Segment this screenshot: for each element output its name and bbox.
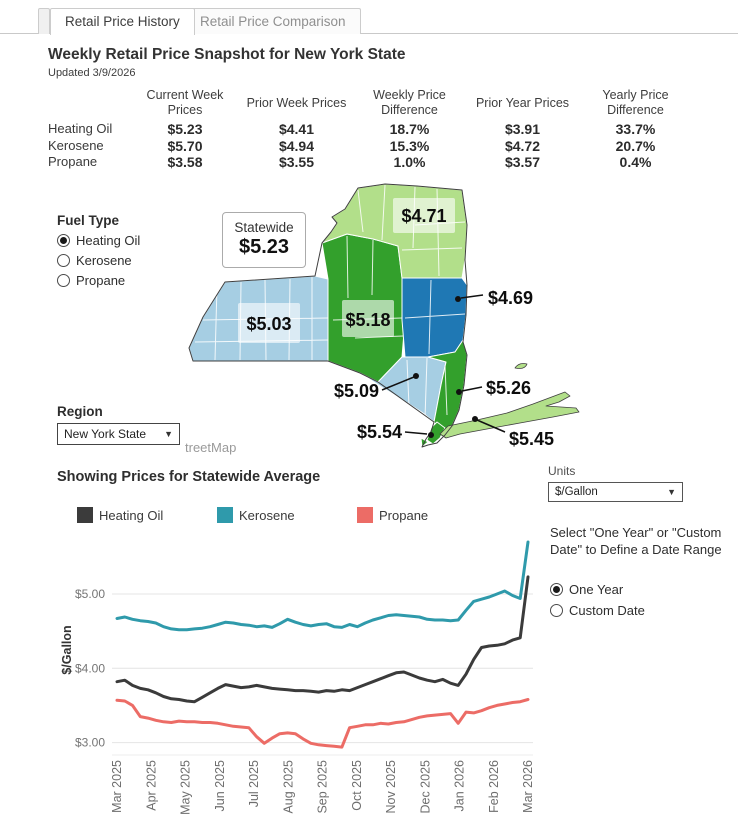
tab-retail-price-comparison[interactable]: Retail Price Comparison	[185, 8, 361, 34]
units-label: Units	[548, 464, 576, 478]
x-tick-label: Jun 2025	[212, 760, 227, 812]
units-control	[548, 464, 683, 502]
cell-value: $5.70	[167, 137, 203, 154]
ny-state-map	[115, 170, 590, 465]
col-header-yearly-diff: Yearly Price Difference	[602, 88, 669, 117]
cell-value: 20.7%	[615, 137, 656, 154]
radio-label: Custom Date	[569, 603, 645, 618]
legend-item-propane[interactable]	[357, 507, 428, 523]
radio-selected-icon	[550, 583, 563, 596]
legend-item-heating-oil[interactable]	[77, 507, 163, 523]
row-label-kerosene: Kerosene	[48, 137, 104, 153]
radio-unselected-icon	[57, 254, 70, 267]
cell-value: 33.7%	[615, 121, 656, 137]
fuel-type-label: Fuel Type	[57, 213, 120, 228]
map-attribution: treetMap	[185, 440, 237, 455]
radio-heating-oil[interactable]	[57, 233, 140, 248]
cell-value: $3.58	[167, 154, 203, 170]
y-axis-label: $/Gallon	[60, 625, 74, 675]
fuel-type-control	[57, 213, 140, 288]
x-tick-label: Nov 2025	[384, 760, 398, 814]
y-tick-label: $4.00	[74, 661, 105, 676]
cell-value: $3.57	[504, 154, 541, 170]
x-tick-label: Aug 2025	[281, 760, 296, 814]
statewide-price-card	[222, 212, 306, 268]
radio-unselected-icon	[550, 604, 563, 617]
legend-swatch-propane	[357, 507, 373, 523]
page-title: Weekly Retail Price Snapshot for New York State	[48, 46, 406, 63]
series-line-propane	[117, 700, 528, 748]
col-header-prior-year: Prior Year Prices	[475, 95, 570, 110]
tab-retail-price-history[interactable]: Retail Price History	[50, 8, 195, 35]
tab-bar	[0, 0, 738, 34]
region-label: Region	[57, 404, 103, 419]
updated-date: Updated 3/9/2026	[48, 67, 136, 79]
units-select[interactable]	[548, 482, 683, 502]
region-select-value: New York State	[64, 427, 147, 441]
map-label-southern-tier: $5.09	[333, 381, 379, 401]
map-label-west: $5.03	[246, 314, 292, 334]
col-header-prior-week: Prior Week Prices	[246, 95, 347, 110]
radio-kerosene[interactable]	[57, 253, 140, 268]
y-tick-label: $5.00	[74, 587, 105, 601]
date-range-instruction: Select "One Year" or "Custom Date" to Define a Date Range	[550, 525, 722, 557]
x-tick-label: Jul 2025	[247, 760, 261, 808]
chart-title: Showing Prices for Statewide Average	[57, 469, 321, 485]
legend-label: Kerosene	[239, 507, 295, 523]
chart-legend	[77, 507, 497, 525]
series-line-heating-oil	[117, 577, 528, 702]
radio-selected-icon	[57, 234, 70, 247]
x-tick-label: Dec 2025	[418, 760, 433, 814]
units-select-value: $/Gallon	[555, 486, 598, 498]
radio-label: Kerosene	[76, 253, 132, 268]
radio-label: Heating Oil	[76, 233, 141, 248]
map-label-central: $5.18	[345, 310, 391, 330]
x-tick-label: Apr 2025	[144, 760, 159, 811]
tab-stub[interactable]	[38, 8, 50, 34]
cell-value: 15.3%	[389, 137, 430, 154]
chevron-down-icon: ▼	[164, 429, 173, 439]
chevron-down-icon: ▼	[667, 487, 676, 497]
cell-value: 18.7%	[389, 121, 430, 137]
series-line-kerosene	[117, 542, 528, 630]
x-tick-label: Feb 2026	[486, 760, 501, 813]
legend-item-kerosene[interactable]	[217, 507, 295, 523]
cell-value: $3.55	[278, 154, 315, 170]
radio-label: One Year	[569, 582, 624, 597]
cell-value: $3.91	[504, 121, 541, 137]
cell-value: 0.4%	[619, 154, 652, 170]
table-corner	[48, 86, 130, 121]
cell-value: 1.0%	[393, 154, 426, 170]
x-tick-label: Jan 2026	[452, 760, 467, 812]
x-tick-label: Oct 2025	[349, 760, 364, 811]
map-label-north: $4.71	[401, 206, 447, 226]
col-header-weekly-diff: Weekly Price Difference	[373, 88, 446, 117]
cell-value: $4.94	[278, 137, 315, 154]
date-range-control	[550, 524, 722, 618]
region-select[interactable]	[57, 423, 180, 445]
col-header-current-week: Current Week Prices	[146, 88, 224, 117]
x-tick-label: May 2025	[178, 760, 193, 815]
region-control	[57, 404, 180, 445]
legend-swatch-heating-oil	[77, 507, 93, 523]
cell-value: $4.41	[278, 121, 315, 137]
row-label-propane: Propane	[48, 154, 98, 169]
map-label-nyc: $5.54	[356, 422, 402, 442]
statewide-title: Statewide	[234, 220, 294, 235]
legend-label: Heating Oil	[99, 507, 164, 523]
radio-label: Propane	[76, 273, 126, 288]
price-history-chart	[55, 528, 555, 833]
statewide-value: $5.23	[238, 236, 290, 258]
map-label-long-island: $5.45	[509, 429, 555, 449]
radio-unselected-icon	[57, 274, 70, 287]
cell-value: $5.23	[167, 121, 203, 137]
legend-swatch-kerosene	[217, 507, 233, 523]
map-island-small	[515, 364, 527, 369]
radio-one-year[interactable]	[550, 582, 722, 597]
x-tick-label: Mar 2026	[521, 760, 535, 813]
map-label-hudson-valley: $5.26	[486, 378, 532, 398]
price-summary-table	[48, 86, 696, 171]
radio-custom-date[interactable]	[550, 603, 722, 618]
radio-propane[interactable]	[57, 273, 140, 288]
cell-value: $4.72	[504, 137, 541, 154]
y-tick-label: $3.00	[74, 735, 105, 750]
x-tick-label: Mar 2025	[110, 760, 124, 813]
row-label-heating-oil: Heating Oil	[48, 121, 113, 136]
x-tick-label: Sep 2025	[315, 760, 330, 814]
legend-label: Propane	[379, 507, 429, 523]
map-label-east: $4.69	[488, 288, 534, 308]
